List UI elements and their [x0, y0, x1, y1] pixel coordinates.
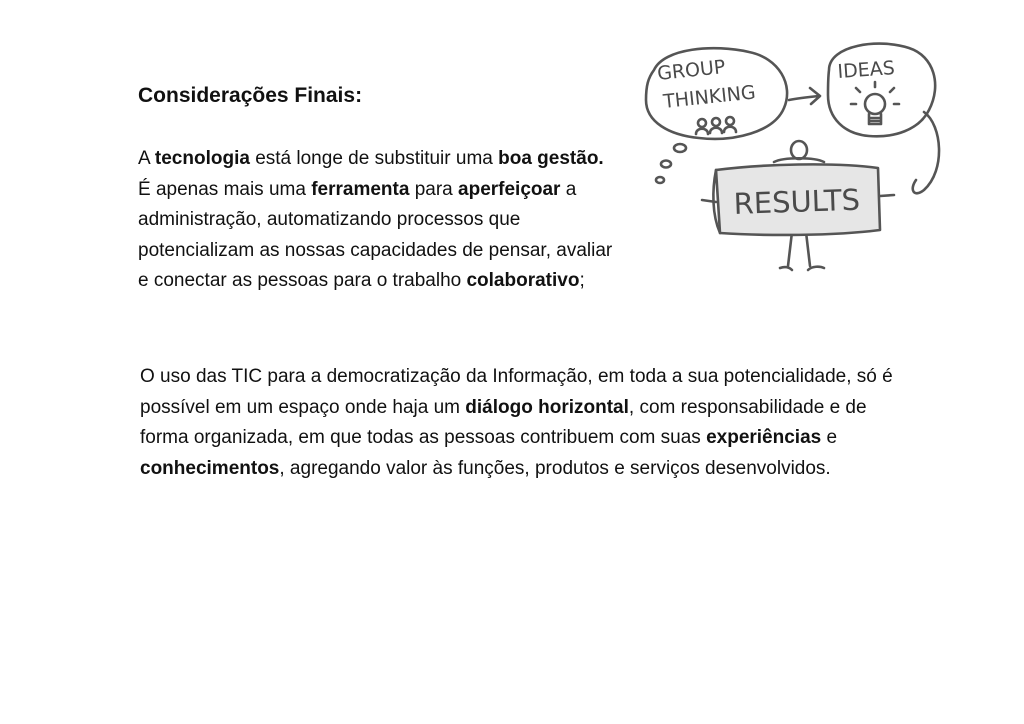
paragraph-technology	[138, 144, 616, 297]
text-run: para	[409, 178, 459, 200]
text-run: está longe de substituir uma	[249, 148, 499, 169]
text-run: e	[821, 427, 838, 448]
bubble-left-line2: THINKING	[662, 81, 757, 113]
bold-text-run: diálogo horizontal	[465, 396, 629, 418]
thought-dots	[656, 144, 686, 183]
sign-text: RESULTS	[733, 182, 861, 221]
bold-text-run: tecnologia	[154, 148, 250, 169]
text-run: A	[138, 148, 155, 169]
bold-text-run: ferramenta	[311, 178, 410, 200]
text-run: ;	[579, 270, 585, 291]
lightbulb-icon	[851, 82, 899, 124]
text-run: , agregando valor às funções, produtos e serviços desenvolvidos.	[279, 457, 831, 479]
text-run: a administração, automatizando processos que potencializam as nossas capacidades de pensar, avaliar e conectar as pessoas para o trabalho	[138, 178, 613, 291]
sketch-svg	[624, 30, 954, 290]
arrow-icon	[789, 88, 820, 104]
slide-title: Considerações Finais:	[138, 84, 363, 107]
bold-text-run: aperfeiçoar	[458, 178, 561, 200]
bold-text-run: conhecimentos	[140, 457, 280, 479]
bold-text-run: colaborativo	[466, 270, 580, 291]
people-doodle-icon	[696, 117, 736, 134]
text-run: O uso das TIC para a democratização da Informação, em toda a sua potencialidade, só é possível em um espaço onde haja um	[140, 366, 893, 418]
group-thinking-illustration	[624, 30, 954, 290]
paragraph-tic	[140, 362, 920, 484]
bubble-right-text: IDEAS	[836, 57, 896, 83]
bubble-left-line1: GROUP	[656, 55, 727, 85]
text-run: É apenas mais uma	[138, 178, 312, 200]
text-run: , com responsabilidade e de forma organizada, em que todas as pessoas contribuem com suas	[140, 396, 867, 448]
bold-text-run: boa gestão.	[498, 148, 604, 169]
bold-text-run: experiências	[706, 427, 822, 448]
